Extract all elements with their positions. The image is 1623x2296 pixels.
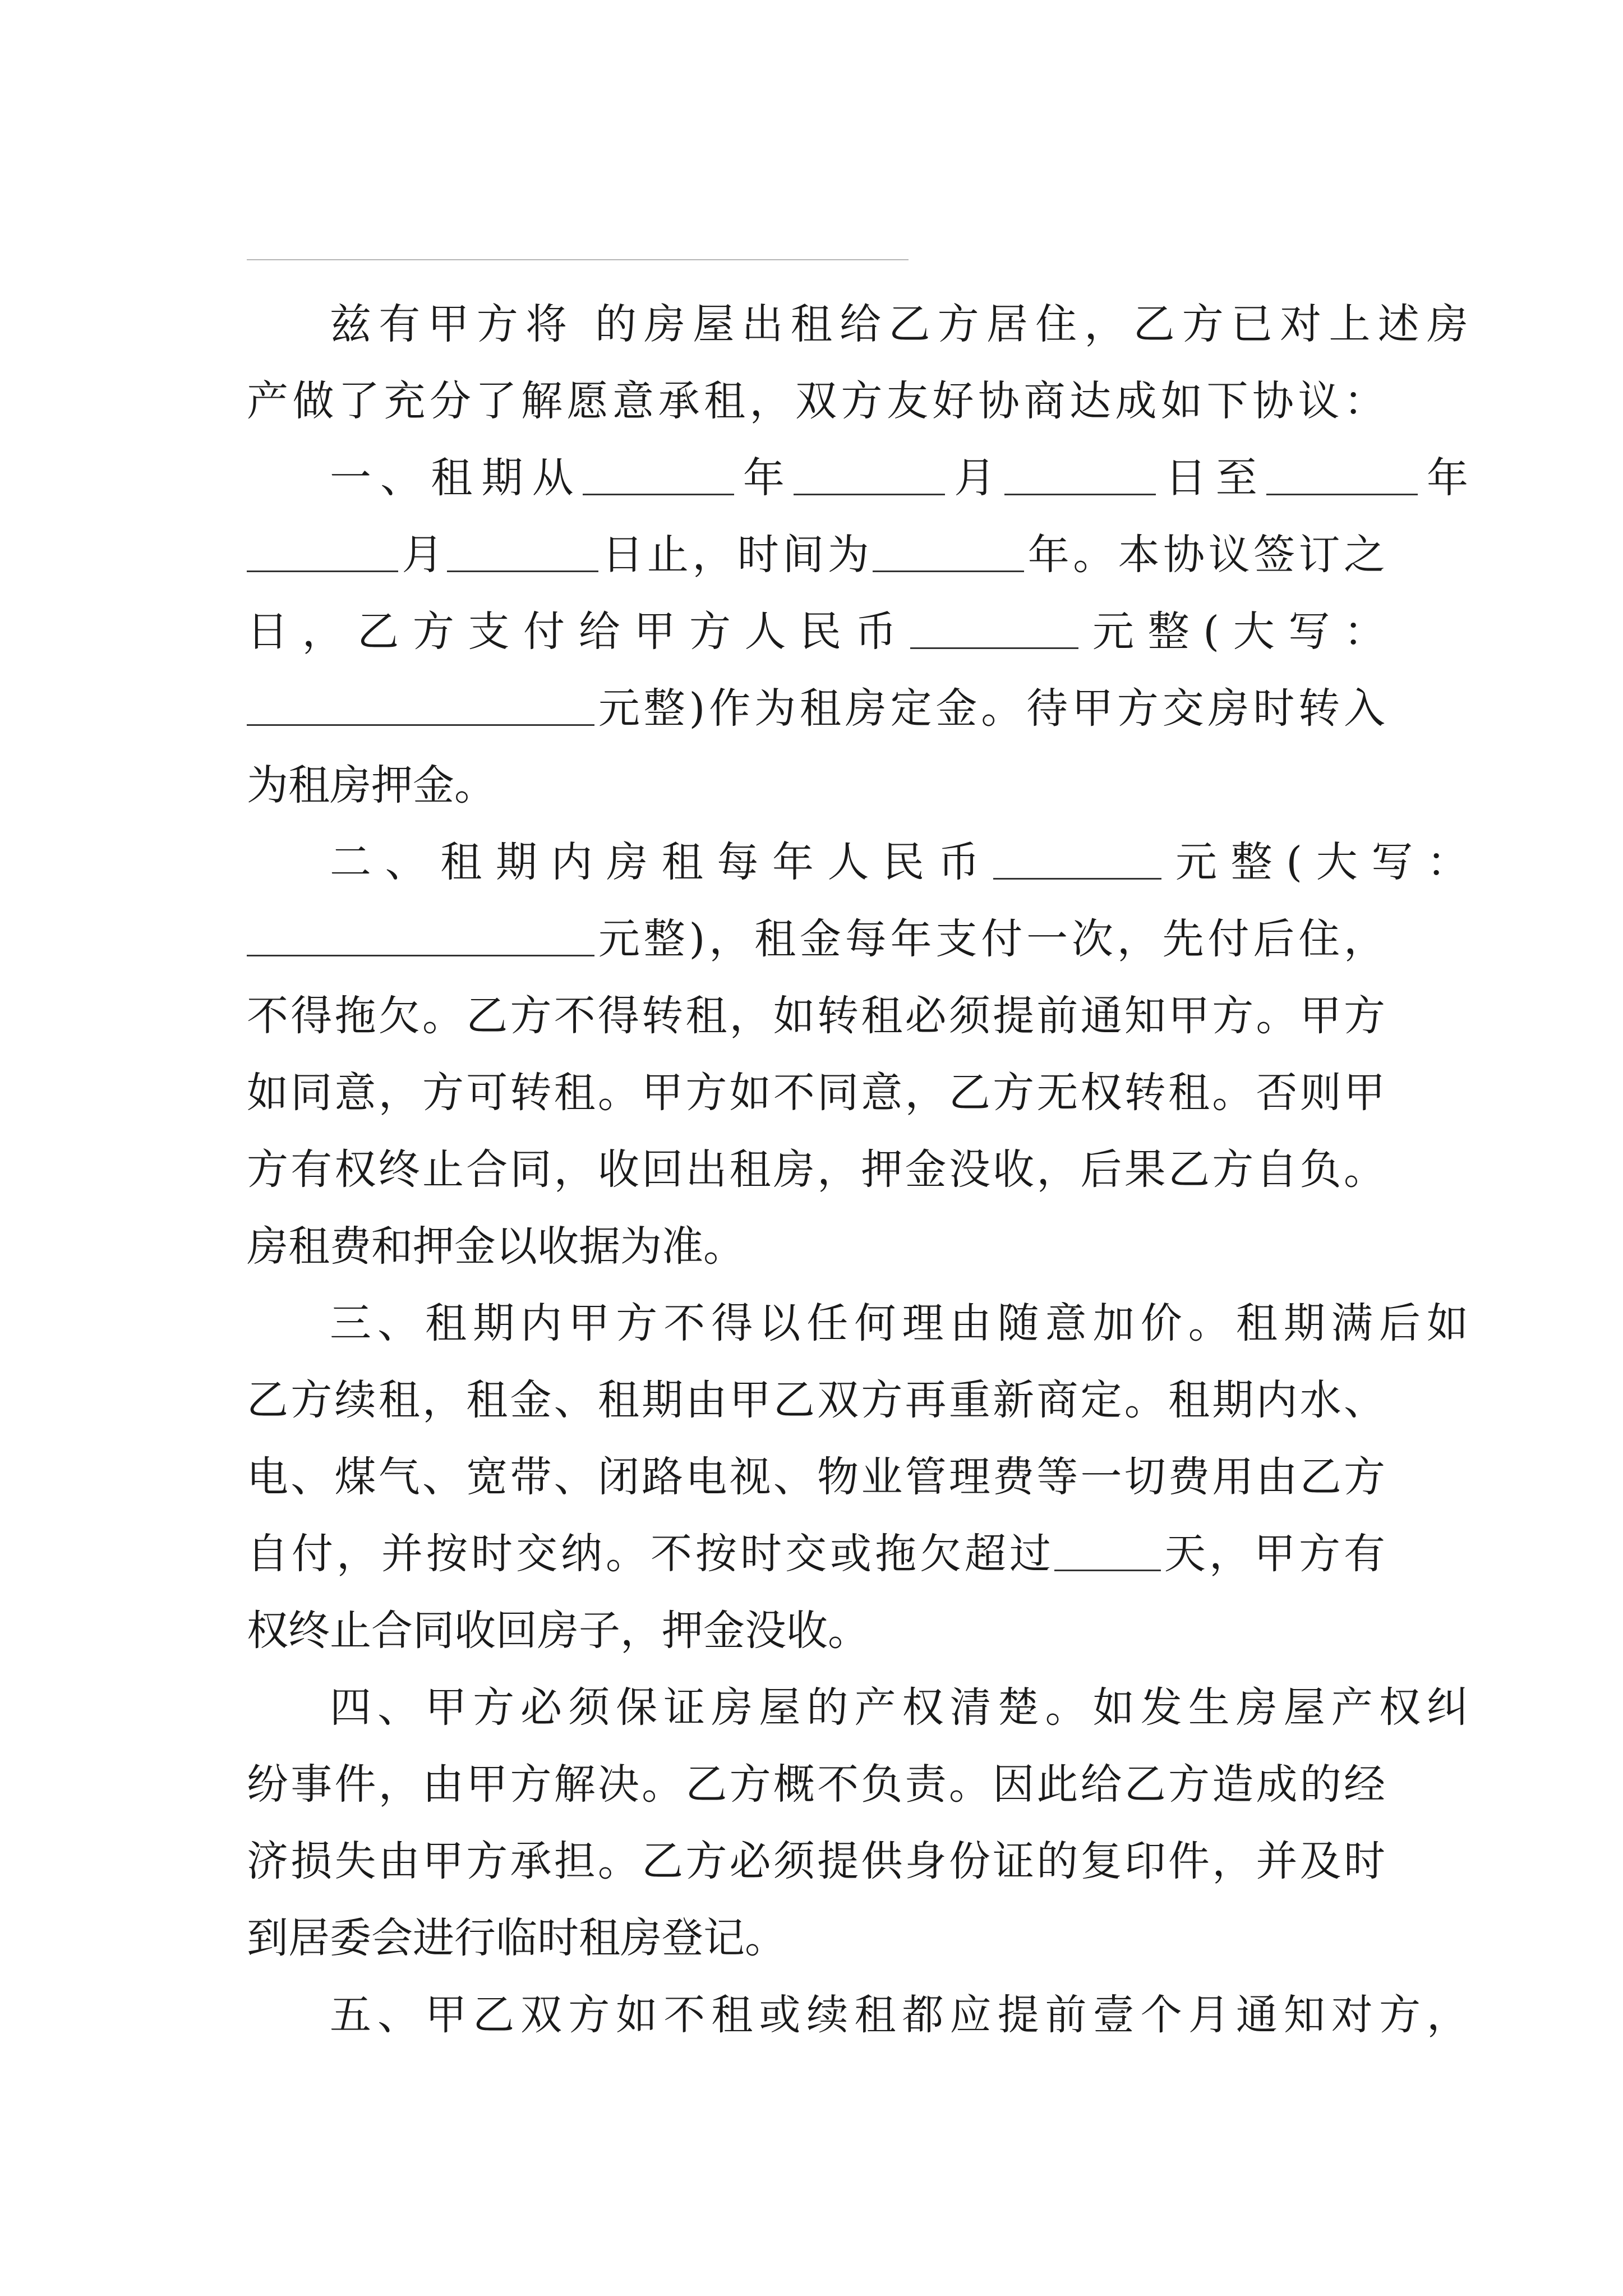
intro-line-2	[247, 362, 1385, 440]
blank-field[interactable]	[247, 921, 594, 956]
clause-3-line-2	[247, 1361, 1385, 1439]
text: 日至	[1156, 454, 1266, 502]
text: 天，甲方有	[1161, 1530, 1385, 1578]
clause-2-line-6	[247, 1207, 1385, 1286]
text: 产做了充分了解愿意承租，双方友好协商达成如下协议：	[247, 377, 1385, 425]
blank-field[interactable]	[794, 460, 945, 495]
clause-3-line-5	[247, 1591, 1385, 1670]
clause-4-line-3	[247, 1822, 1385, 1901]
clause-4-line-2	[247, 1745, 1385, 1824]
clause-1-line-2	[247, 516, 1385, 594]
blank-field[interactable]	[247, 691, 594, 726]
clause-1-line-3	[247, 592, 1385, 671]
text: 年。本协议签订之	[1024, 531, 1386, 579]
clause-2-line-4	[247, 1053, 1385, 1132]
text: 济损失由甲方承担。乙方必须提供身份证的复印件，并及时	[247, 1837, 1385, 1885]
text: 不得拖欠。乙方不得转租，如转租必须提前通知甲方。甲方	[247, 992, 1385, 1040]
text: 元整(大写：	[1078, 608, 1385, 656]
text: 五、甲乙双方如不租或续租都应提前壹个月通知对方，	[330, 1991, 1468, 2039]
text: 方有权终止合同，收回出租房，押金没收，后果乙方自负。	[247, 1145, 1385, 1194]
text: 房租费和押金以收据为准。	[247, 1222, 745, 1271]
clause-1-line-4	[247, 669, 1385, 748]
text: 二、租期内房租每年人民币	[330, 838, 994, 886]
blank-field[interactable]	[1004, 460, 1156, 495]
text: 电、煤气、宽带、闭路电视、物业管理费等一切费用由乙方	[247, 1453, 1385, 1501]
text: 纷事件，由甲方解决。乙方概不负责。因此给乙方造成的经	[247, 1760, 1385, 1809]
blank-field[interactable]	[447, 537, 598, 572]
blank-field[interactable]	[910, 614, 1078, 649]
text: 月	[398, 531, 447, 579]
clause-1-line-5	[247, 746, 1385, 825]
text: 一、租期从	[330, 454, 583, 502]
text: 兹有甲方将 的房屋出租给乙方居住，乙方已对上述房	[330, 300, 1468, 348]
text: 元整(大写：	[1161, 838, 1468, 886]
text: 日，乙方支付给甲方人民币	[247, 608, 911, 656]
text: 自付，并按时交纳。不按时交或拖欠超过	[247, 1530, 1054, 1578]
clause-1-line-1	[247, 439, 1468, 517]
text: 如同意，方可转租。甲方如不同意，乙方无权转租。否则甲	[247, 1069, 1385, 1117]
blank-field[interactable]	[583, 460, 734, 495]
blank-field[interactable]	[873, 537, 1024, 572]
text: 日止，时间为	[598, 531, 873, 579]
clause-3-line-3	[247, 1438, 1385, 1516]
clause-4-line-1	[247, 1668, 1468, 1747]
text: 乙方续租，租金、租期由甲乙双方再重新商定。租期内水、	[247, 1376, 1385, 1424]
clause-2-line-1	[247, 823, 1468, 901]
blank-field[interactable]	[993, 844, 1161, 880]
text: 月	[945, 454, 1005, 502]
clause-3-line-4	[247, 1515, 1385, 1593]
text: 元整)，租金每年支付一次，先付后住，	[594, 915, 1385, 963]
text: 三、租期内甲方不得以任何理由随意加价。租期满后如	[330, 1299, 1468, 1347]
clause-2-line-3	[247, 977, 1385, 1055]
clause-2-line-5	[247, 1130, 1385, 1209]
intro-line-1	[247, 285, 1468, 364]
text: 年	[734, 454, 794, 502]
blank-field[interactable]	[1054, 1536, 1161, 1571]
text: 年	[1417, 454, 1469, 502]
text: 四、甲方必须保证房屋的产权清楚。如发生房屋产权纠	[330, 1683, 1468, 1732]
text: 元整)作为租房定金。待甲方交房时转入	[594, 684, 1385, 733]
clause-3-line-1	[247, 1284, 1468, 1363]
top-rule	[247, 259, 909, 260]
text: 为租房押金。	[247, 761, 496, 809]
text: 到居委会进行临时租房登记。	[247, 1914, 786, 1962]
text: 权终止合同收回房子，押金没收。	[247, 1607, 869, 1655]
blank-field[interactable]	[1266, 460, 1418, 495]
blank-field[interactable]	[247, 537, 398, 572]
clause-5-line-1	[247, 1976, 1468, 2054]
clause-4-line-4	[247, 1899, 1385, 1977]
clause-2-line-2	[247, 900, 1385, 978]
